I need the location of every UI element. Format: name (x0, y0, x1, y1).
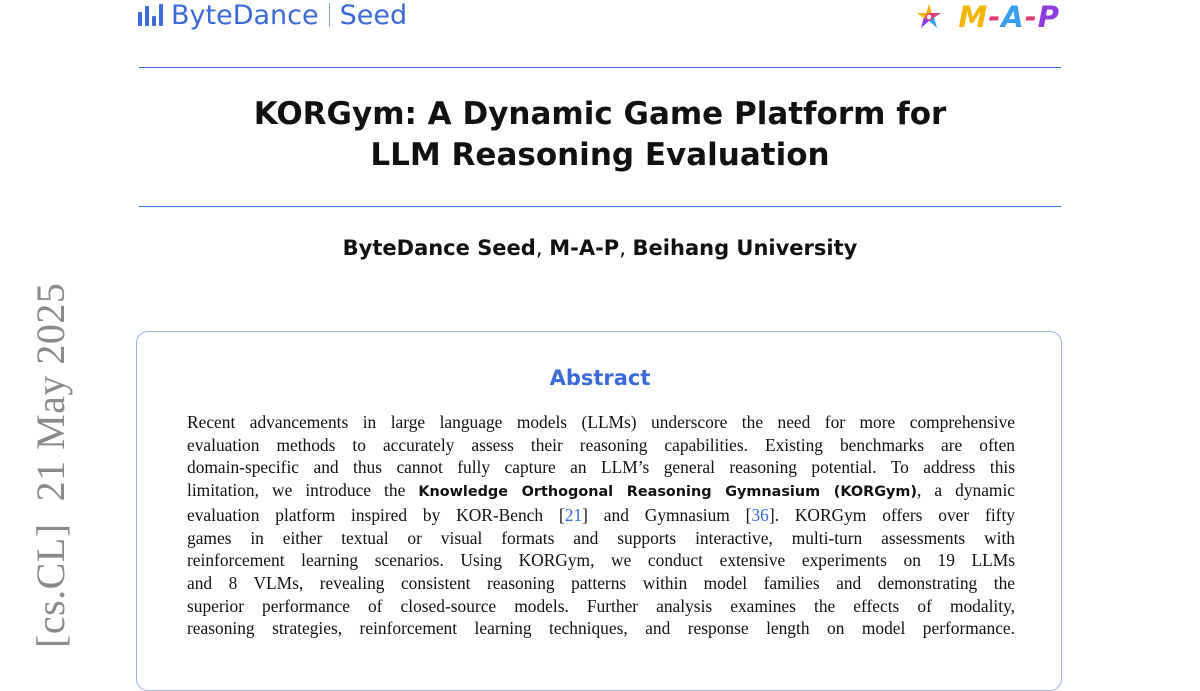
citation-link-21[interactable]: 21 (564, 504, 583, 525)
title-line-2: LLM Reasoning Evaluation (370, 137, 830, 173)
abstract-line (187, 504, 1015, 527)
abstract-heading: Abstract (549, 366, 651, 390)
map-star-icon (914, 2, 944, 32)
map-letter-m: M (958, 0, 989, 34)
map-letter-a: A (1001, 0, 1025, 34)
abstract-text-segment: limitation, we introduce the (187, 480, 419, 501)
abstract-body (187, 411, 1015, 640)
abstract-line: superior performance of closed-source models. Further analysis examines the effects of modality, (187, 595, 1015, 616)
paper-title (0, 94, 1200, 176)
bytedance-bars-icon (138, 4, 163, 26)
arxiv-category: [cs.CL] (28, 523, 73, 648)
abstract-text-segment: ]. KORGym offers over fifty (768, 504, 1015, 525)
abstract-line: domain-specific and thus cannot fully capture an LLM’s general reasoning potential. To address this (187, 457, 1015, 478)
top-divider (139, 67, 1061, 68)
abstract-box (136, 331, 1062, 691)
title-divider (139, 206, 1061, 207)
map-letter-p: P (1037, 0, 1060, 34)
author-separator: , (619, 236, 633, 260)
korgym-full-name: Knowledge Orthogonal Reasoning Gymnasium (KORGym) (418, 484, 917, 501)
abstract-line: Recent advancements in large language models (LLMs) underscore the need for more comprehensive (187, 412, 1015, 432)
map-wordmark (958, 0, 1060, 34)
bytedance-seed-logo (138, 0, 407, 30)
abstract-line: reinforcement learning scenarios. Using KORGym, we conduct extensive experiments on 19 LLMs (187, 550, 1015, 571)
author-map: M-A-P (549, 236, 620, 260)
abstract-line (187, 479, 1015, 504)
arxiv-side-stamp (27, 283, 74, 648)
author-separator: , (535, 236, 550, 260)
abstract-text-segment: , a dynamic (916, 480, 1016, 501)
arxiv-date: 21 May 2025 (28, 282, 73, 502)
seed-wordmark: Seed (339, 0, 408, 31)
author-beihang: Beihang University (632, 236, 858, 260)
abstract-text-segment: evaluation platform inspired by KOR-Bench [ (187, 504, 565, 525)
abstract-text-segment: ] and Gymnasium [ (582, 504, 752, 525)
bytedance-wordmark: ByteDance (171, 0, 319, 31)
map-dash-1: - (988, 0, 1002, 34)
abstract-line: reasoning strategies, reinforcement learning techniques, and response length on model performance. (187, 618, 1015, 639)
author-bytedance-seed: ByteDance Seed (342, 236, 536, 260)
author-affiliations (0, 236, 1200, 260)
citation-link-36[interactable]: 36 (751, 504, 769, 525)
map-logo (914, 0, 1060, 34)
abstract-line: and 8 VLMs, revealing consistent reasoning patterns within model families and demonstrating the (187, 572, 1015, 593)
abstract-line: games in either textual or visual formats and supports interactive, multi-turn assessments with (187, 527, 1015, 548)
logo-divider (329, 3, 330, 27)
abstract-line: evaluation methods to accurately assess their reasoning capabilities. Existing benchmarks are often (187, 434, 1015, 455)
title-line-1: KORGym: A Dynamic Game Platform for (253, 96, 947, 132)
map-dash-2: - (1024, 0, 1038, 34)
